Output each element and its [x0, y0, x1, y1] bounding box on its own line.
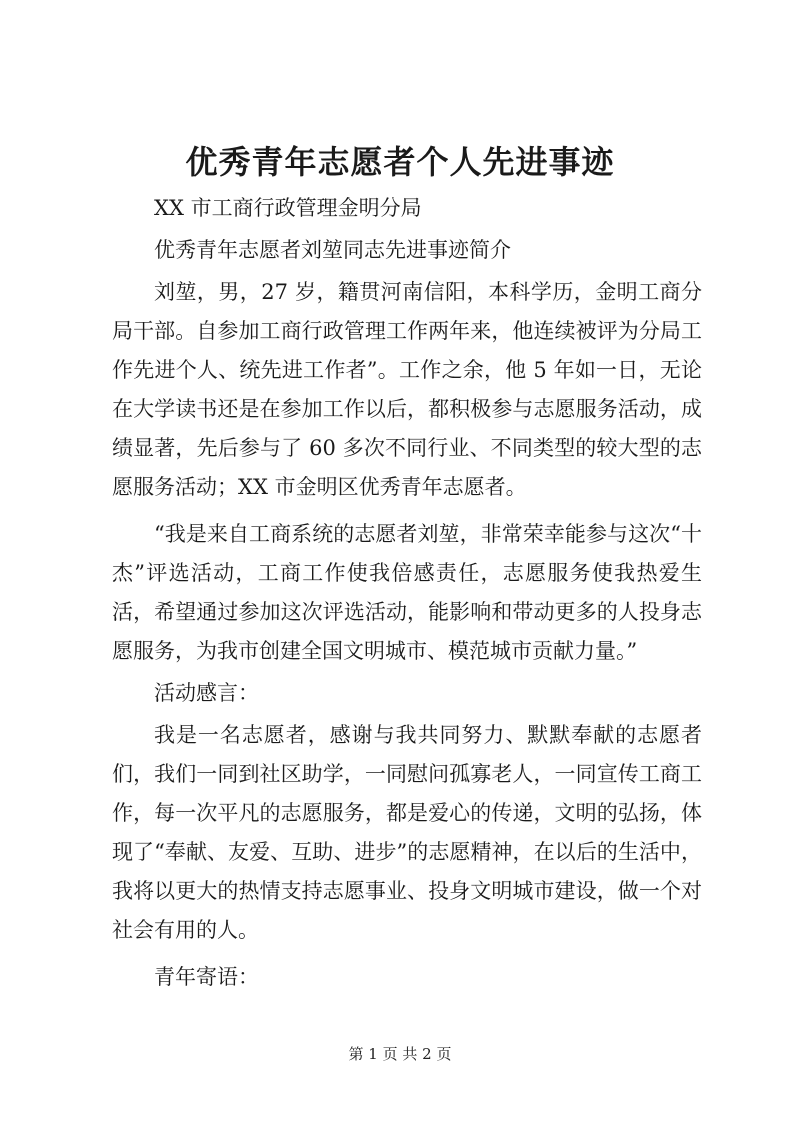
page-title: 优秀青年志愿者个人先进事迹 — [185, 143, 615, 181]
document-body — [112, 189, 702, 997]
org-line: XX 市工商行政管理金明分局 — [154, 196, 422, 220]
quote-paragraph: “我是来自工商系统的志愿者刘堃，非常荣幸能参与这次“十杰”评选活动，工商工作使我倍感责任，志愿服务使我热爱生活，希望通过参加这次评选活动，能影响和带动更多的人投身志愿服务，为我市创建全国文明城市、模范城市贡献力量。” — [112, 522, 702, 663]
subtitle-line: 优秀青年志愿者刘堃同志先进事迹简介 — [154, 238, 511, 262]
intro-paragraph: 刘堃，男，27 岁，籍贯河南信阳，本科学历，金明工商分局干部。自参加工商行政管理工作两年来，他连续被评为分局工作先进个人、统先进工作者”。工作之余，他 5 年如一日，无论在大学读书还是在参加工作以后，都积极参与志愿服务活动，成绩显著，先后参与了 60 多次不同行业、不同类型的较大型的志愿服务活动；XX 市金明区优秀青年志愿者。 — [112, 280, 702, 499]
activity-heading: 活动感言： — [154, 681, 259, 705]
activity-paragraph: 我是一名志愿者，感谢与我共同努力、默默奉献的志愿者们，我们一同到社区助学，一同慰问孤寡老人，一同宣传工商工作，每一次平凡的志愿服务，都是爱心的传递，文明的弘扬，体现了“奉献、友爱、互助、进步”的志愿精神，在以后的生活中，我将以更大的热情支持志愿事业、投身文明城市建设，做一个对社会有用的人。 — [112, 723, 702, 942]
youth-heading: 青年寄语： — [154, 965, 259, 989]
page-footer: 第 1 页 共 2 页 — [348, 1045, 452, 1063]
